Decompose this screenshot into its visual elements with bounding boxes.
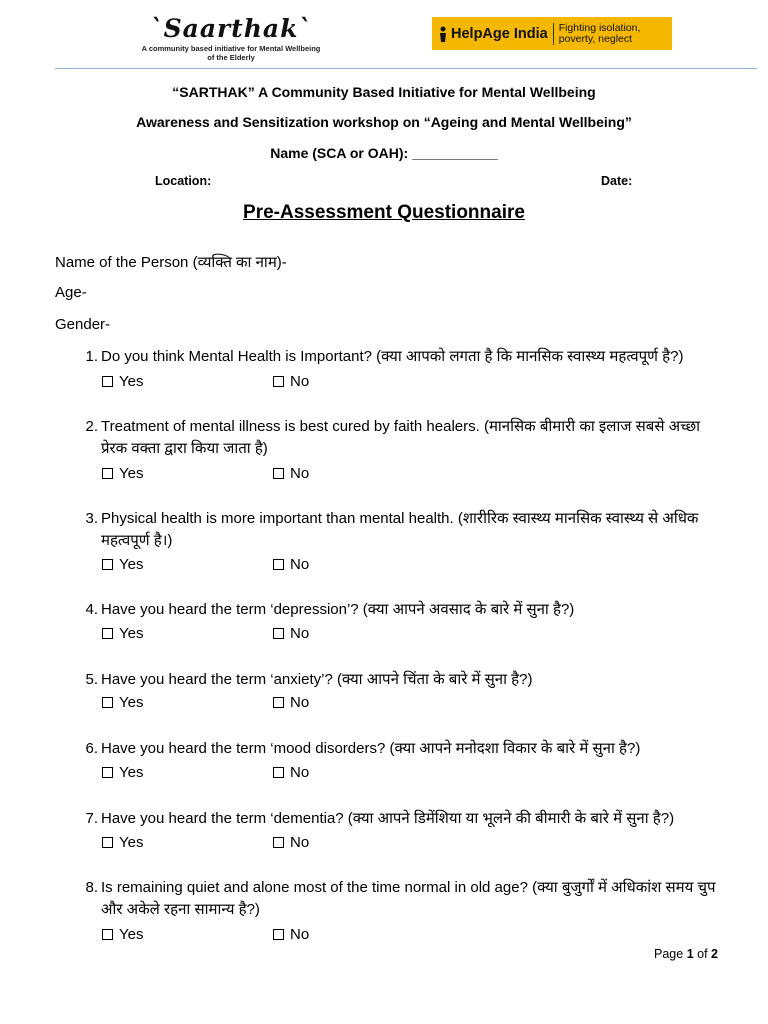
header-divider [55,68,757,69]
no-label: No [290,834,310,851]
yes-label: Yes [119,465,144,482]
question-7-yes-option[interactable] [102,834,143,851]
checkbox-icon[interactable] [273,628,284,639]
helpage-person-icon [438,26,448,42]
question-8-no-option[interactable] [273,926,309,943]
program-title: “SARTHAK” A Community Based Initiative for Mental Wellbeing [172,84,596,100]
date-label: Date: [601,174,633,188]
yes-label: Yes [119,764,144,781]
saarthak-tagline-2: of the Elderly [207,53,255,62]
yes-label: Yes [119,625,144,642]
question-1 [76,346,726,368]
question-6-no-option[interactable] [273,764,309,781]
question-number: 2. [85,418,98,435]
yes-label: Yes [119,926,144,943]
page-title: Pre-Assessment Questionnaire [243,202,525,223]
question-2 [76,416,726,460]
checkbox-icon[interactable] [102,837,113,848]
no-label: No [290,926,310,943]
question-7 [76,808,726,830]
name-sca-oah-line: Name (SCA or OAH): ___________ [270,145,498,161]
question-text: Have you heard the term ‘dementia? (क्या आपने डिमेंशिया या भूलने की बीमारी के बारे में सुना है?) [101,810,675,827]
question-8 [76,877,726,921]
gender-field: Gender- [55,316,111,333]
question-number: 8. [85,879,98,896]
helpage-divider [553,23,554,45]
no-label: No [290,556,310,573]
helpage-tagline-1: Fighting isolation, [558,21,641,34]
question-3-yes-option[interactable] [102,556,143,573]
question-5-no-option[interactable] [273,694,309,711]
checkbox-icon[interactable] [102,628,113,639]
no-label: No [290,625,310,642]
checkbox-icon[interactable] [102,929,113,940]
question-4-no-option[interactable] [273,625,309,642]
question-text: Have you heard the term ‘anxiety’? (क्या आपने चिंता के बारे में सुना है?) [101,671,533,688]
checkbox-icon[interactable] [102,767,113,778]
question-4 [76,599,726,621]
helpage-india-logo [432,17,672,50]
no-label: No [290,465,310,482]
question-2-yes-option[interactable] [102,465,143,482]
checkbox-icon[interactable] [273,559,284,570]
yes-label: Yes [119,373,144,390]
question-5 [76,669,726,691]
checkbox-icon[interactable] [102,697,113,708]
question-text: Treatment of mental illness is best cured by faith healers. (मानसिक बीमारी का इलाज सबसे अच्छा प्रेरक वक्ता द्वारा किया जाता है) [101,418,701,457]
checkbox-icon[interactable] [102,376,113,387]
no-label: No [290,694,310,711]
question-text: Have you heard the term ‘mood disorders? (क्या आपने मनोदशा विकार के बारे में सुना है?) [101,740,641,757]
question-3-no-option[interactable] [273,556,309,573]
question-1-yes-option[interactable] [102,373,143,390]
question-2-no-option[interactable] [273,465,309,482]
question-text: Is remaining quiet and alone most of the time normal in old age? (क्या बुजुर्गों में अधिकांश समय चुप और अकेले रहना सामान्य है?) [101,879,716,918]
checkbox-icon[interactable] [273,837,284,848]
question-8-yes-option[interactable] [102,926,143,943]
question-text: Have you heard the term ‘depression’? (क्या आपने अवसाद के बारे में सुना है?) [101,601,575,618]
question-number: 5. [85,671,98,688]
question-number: 4. [85,601,98,618]
helpage-name: HelpAge India [451,25,548,42]
page-number: Page 1 of 2 [654,947,718,961]
question-6-yes-option[interactable] [102,764,143,781]
saarthak-logo [100,14,362,62]
question-4-yes-option[interactable] [102,625,143,642]
question-6 [76,738,726,760]
helpage-tagline-2: poverty, neglect [558,32,633,45]
question-1-no-option[interactable] [273,373,309,390]
question-7-no-option[interactable] [273,834,309,851]
saarthak-logo-title: `Saarthak` [150,14,312,43]
yes-label: Yes [119,556,144,573]
checkbox-icon[interactable] [273,697,284,708]
no-label: No [290,764,310,781]
location-label: Location: [155,174,212,188]
person-name-field: Name of the Person (व्यक्ति का नाम)- [55,254,287,271]
workshop-title: Awareness and Sensitization workshop on “Ageing and Mental Wellbeing” [136,114,632,130]
checkbox-icon[interactable] [273,376,284,387]
question-number: 7. [85,810,98,827]
question-number: 6. [85,740,98,757]
checkbox-icon[interactable] [273,929,284,940]
checkbox-icon[interactable] [102,468,113,479]
checkbox-icon[interactable] [102,559,113,570]
question-text: Do you think Mental Health is Important? (क्या आपको लगता है कि मानसिक स्वास्थ्य महत्वपूर्ण है?) [101,348,684,365]
yes-label: Yes [119,694,144,711]
yes-label: Yes [119,834,144,851]
question-3 [76,508,726,552]
saarthak-tagline-1: A community based initiative for Mental Wellbeing [141,44,321,53]
age-field: Age- [55,284,87,301]
no-label: No [290,373,310,390]
question-5-yes-option[interactable] [102,694,143,711]
question-number: 1. [85,348,98,365]
checkbox-icon[interactable] [273,468,284,479]
checkbox-icon[interactable] [273,767,284,778]
question-number: 3. [85,510,98,527]
question-text: Physical health is more important than mental health. (शारीरिक स्वास्थ्य मानसिक स्वास्थ्य से अधिक महत्वपूर्ण है।) [101,510,699,549]
